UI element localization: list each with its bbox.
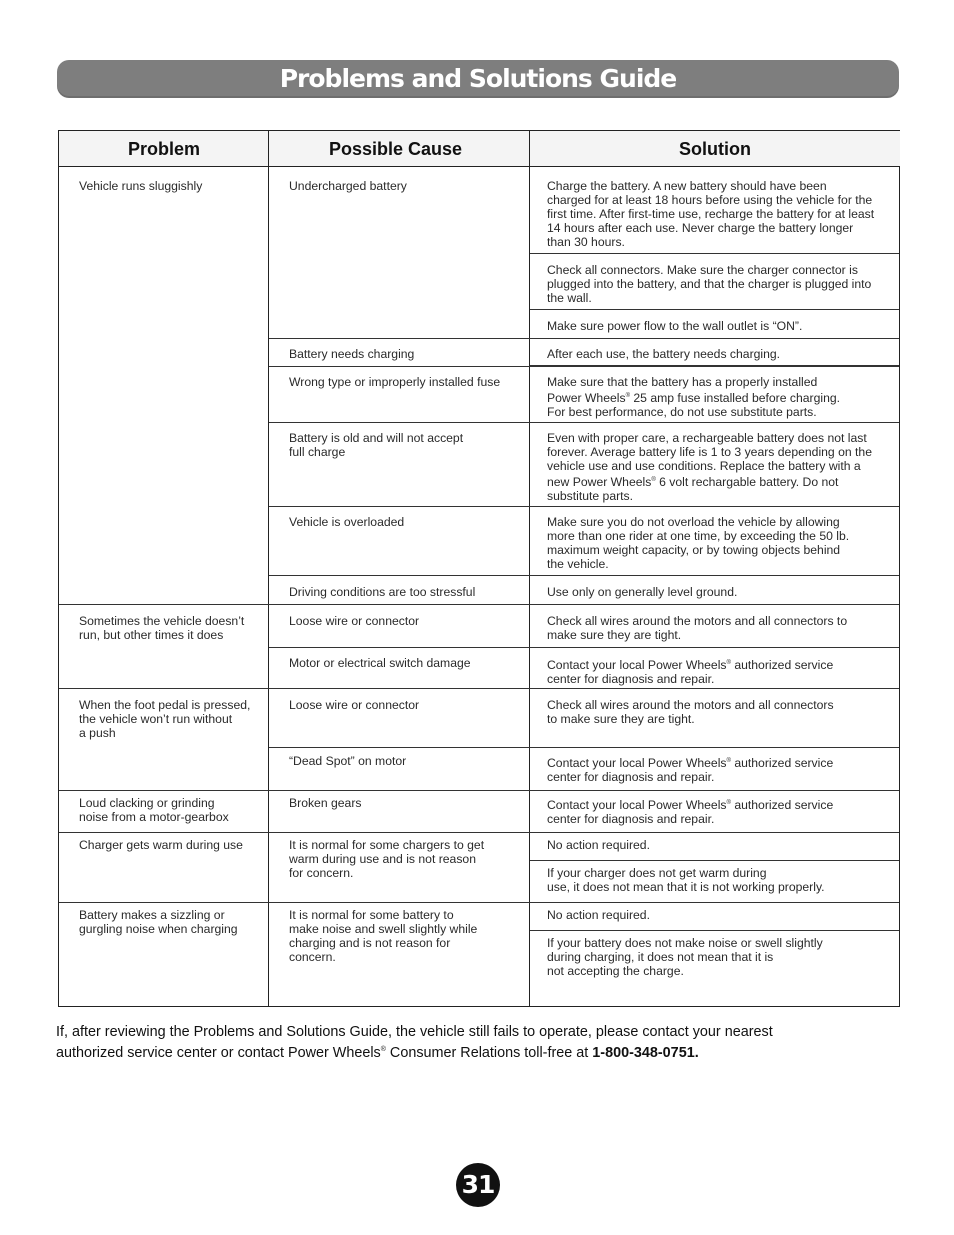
solution-cell: After each use, the battery needs charging. [547,347,781,361]
title-banner [57,60,899,98]
row-divider [269,575,899,576]
solution-cell: Charge the battery. A new battery should have been charged for at least 18 hours before using the vehicle for the first time. After first-time use, recharge the battery for at least 14 hours after each use. Never charge the battery longer than 30 hours. [547,179,875,249]
row-divider [269,747,899,748]
row-divider [530,860,899,861]
row-divider [59,832,899,833]
cause-cell: Broken gears [289,796,362,810]
solution-cell: Make sure power flow to the wall outlet is “ON”. [547,319,803,333]
header-problem: Problem [59,131,269,167]
row-divider [269,338,899,339]
cause-cell: Vehicle is overloaded [289,515,405,529]
problem-cell: When the foot pedal is pressed, the vehicle won’t run without a push [79,698,251,740]
solution-cell: Make sure you do not overload the vehicle by allowing more than one rider at one time, by exceeding the 50 lb. maximum weight capacity, or by towing objects behind the vehicle. [547,515,850,571]
contact-note-text: Consumer Relations toll-free at [385,1044,593,1061]
solution-cell: Check all wires around the motors and all connectors to make sure they are tight. [547,614,848,642]
row-divider [59,790,899,791]
solution-cell: If your charger does not get warm during use, it does not mean that it is not working properly. [547,866,825,894]
row-divider [59,604,899,605]
problems-solutions-table [58,130,900,1007]
solution-cell: Check all connectors. Make sure the charger connector is plugged into the battery, and that the charger is plugged into the wall. [547,263,872,305]
cause-cell: Battery is old and will not accept full charge [289,431,464,459]
problem-cell: Battery makes a sizzling or gurgling noise when charging [79,908,238,936]
cause-cell: “Dead Spot” on motor [289,754,407,768]
column-divider [268,131,269,1006]
row-divider [269,422,899,423]
registered-mark: ® [380,1046,386,1053]
solution-cell: No action required. [547,838,650,852]
problem-cell: Charger gets warm during use [79,838,243,852]
contact-note-line-2 [56,1041,916,1062]
problem-cell: Loud clacking or grinding noise from a motor-gearbox [79,796,229,824]
cause-cell: Driving conditions are too stressful [289,585,476,599]
cause-cell: It is normal for some battery to make noise and swell slightly while charging and is not reason for concern. [289,908,478,964]
contact-note-line-1: If, after reviewing the Problems and Solutions Guide, the vehicle still fails to operate, please contact your nearest [56,1024,773,1040]
solution-cell: If your battery does not make noise or swell slightly during charging, it does not mean that it is not accepting the charge. [547,936,823,978]
solution-cell: Contact your local Power Wheels® authorized service center for diagnosis and repair. [547,658,834,687]
solution-cell: No action required. [547,908,650,922]
cause-cell: It is normal for some chargers to get warm during use and is not reason for concern. [289,838,485,880]
cause-cell: Battery needs charging [289,347,415,361]
row-divider [269,647,899,648]
header-solution: Solution [530,131,900,167]
cause-cell: Loose wire or connector [289,614,420,628]
cause-cell: Motor or electrical switch damage [289,656,471,670]
row-divider [530,309,899,310]
solution-cell: Even with proper care, a rechargeable battery does not last forever. Average battery life is 1 to 3 years depending on the vehicle use and use conditions. Replace the battery with a new Power Wheels® 6 volt rechargable battery. Do not substitute parts. [547,431,872,504]
solution-cell: Use only on generally level ground. [547,585,738,599]
contact-note [56,1024,916,1062]
page-number-badge: 31 [456,1163,500,1207]
solution-cell: Contact your local Power Wheels® authorized service center for diagnosis and repair. [547,798,834,827]
solution-cell: Make sure that the battery has a properly installed Power Wheels® 25 amp fuse installed before charging. For best performance, do not use substitute parts. [547,375,841,420]
row-divider [59,688,899,689]
row-divider [530,930,899,931]
cause-cell: Undercharged battery [289,179,407,193]
row-divider [269,366,899,367]
problem-cell: Sometimes the vehicle doesn’t run, but other times it does [79,614,245,642]
header-possible-cause: Possible Cause [269,131,530,167]
page-title: Problems and Solutions Guide [279,64,677,93]
cause-cell: Wrong type or improperly installed fuse [289,375,501,389]
phone-number: 1-800-348-0751. [592,1044,699,1061]
column-divider [529,131,530,1006]
cause-cell: Loose wire or connector [289,698,420,712]
solution-cell: Check all wires around the motors and all connectors to make sure they are tight. [547,698,834,726]
solution-cell: Contact your local Power Wheels® authorized service center for diagnosis and repair. [547,756,834,785]
row-divider [269,506,899,507]
problem-cell: Vehicle runs sluggishly [79,179,203,193]
row-divider [59,902,899,903]
contact-note-text: authorized service center or contact Power Wheels [56,1044,381,1061]
row-divider [530,253,899,254]
